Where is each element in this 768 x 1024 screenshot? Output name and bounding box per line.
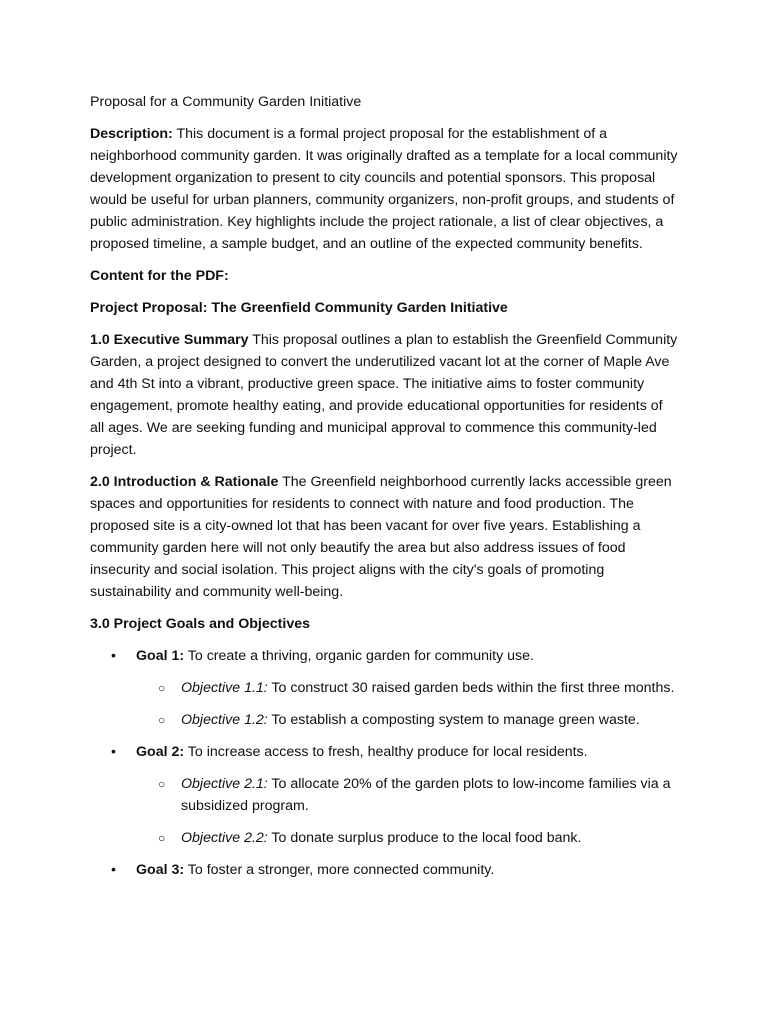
objective-item	[136, 709, 680, 731]
content-heading: Content for the PDF:	[90, 268, 229, 284]
goal-text: To increase access to fresh, healthy produce for local residents.	[184, 744, 588, 760]
section-text: This proposal outlines a plan to establish the Greenfield Community Garden, a project designed to convert the underutilized vacant lot at the corner of Maple Ave and 4th St into a vibrant, productive green space. The initiative aims to foster community engagement, promote healthy eating, and provide educational opportunities for residents of all ages. We are seeking funding and municipal approval to commence this community-led project.	[90, 332, 678, 458]
objective-label: Objective 2.2:	[181, 830, 268, 846]
objective-text: To establish a composting system to manage green waste.	[267, 712, 640, 728]
objective-item	[136, 677, 680, 699]
goals-list	[90, 645, 680, 881]
objective-text: To donate surplus produce to the local food bank.	[267, 830, 582, 846]
goal-item	[90, 741, 680, 849]
bullet-icon: •	[111, 744, 116, 760]
section-executive-summary	[90, 329, 680, 461]
proposal-title: Project Proposal: The Greenfield Community Garden Initiative	[90, 300, 508, 316]
document-title: Proposal for a Community Garden Initiative	[90, 94, 362, 110]
objective-text: To allocate 20% of the garden plots to low-income families via a subsidized program.	[181, 776, 671, 814]
section-introduction-rationale	[90, 471, 680, 603]
goal-label: Goal 3:	[136, 862, 185, 878]
goal-text: To create a thriving, organic garden for community use.	[184, 648, 534, 664]
objectives-list	[136, 773, 680, 849]
description-label: Description:	[90, 126, 173, 142]
section-heading: 2.0 Introduction & Rationale	[90, 474, 279, 490]
section-goals-objectives-heading: 3.0 Project Goals and Objectives	[90, 616, 310, 632]
objectives-list	[136, 677, 680, 731]
section-heading: 1.0 Executive Summary	[90, 332, 249, 348]
bullet-icon: •	[111, 862, 116, 878]
objective-item	[136, 773, 680, 817]
bullet-icon: •	[111, 648, 116, 664]
document-page	[90, 91, 680, 891]
circle-bullet-icon: ○	[158, 713, 166, 727]
objective-label: Objective 1.2:	[181, 712, 268, 728]
goal-text: To foster a stronger, more connected community.	[184, 862, 495, 878]
description-text: This document is a formal project proposal for the establishment of a neighborhood community garden. It was originally drafted as a template for a local community development organization to present to city councils and potential sponsors. This proposal would be useful for urban planners, community organizers, non-profit groups, and students of public administration. Key highlights include the project rationale, a list of clear objectives, a proposed timeline, a sample budget, and an outline of the expected community benefits.	[90, 126, 678, 252]
description-paragraph	[90, 123, 680, 255]
circle-bullet-icon: ○	[158, 777, 166, 791]
objective-label: Objective 1.1:	[181, 680, 268, 696]
goal-label: Goal 1:	[136, 648, 185, 664]
goal-label: Goal 2:	[136, 744, 185, 760]
objective-item	[136, 827, 680, 849]
goal-item	[90, 859, 680, 881]
objective-label: Objective 2.1:	[181, 776, 268, 792]
section-text: The Greenfield neighborhood currently lacks accessible green spaces and opportunities for residents to connect with nature and food production. The proposed site is a city-owned lot that has been vacant for over five years. Establishing a community garden here will not only beautify the area but also address issues of food insecurity and social isolation. This project aligns with the city's goals of promoting sustainability and community well-being.	[90, 474, 672, 600]
goal-item	[90, 645, 680, 731]
objective-text: To construct 30 raised garden beds within the first three months.	[267, 680, 675, 696]
circle-bullet-icon: ○	[158, 681, 166, 695]
circle-bullet-icon: ○	[158, 831, 166, 845]
